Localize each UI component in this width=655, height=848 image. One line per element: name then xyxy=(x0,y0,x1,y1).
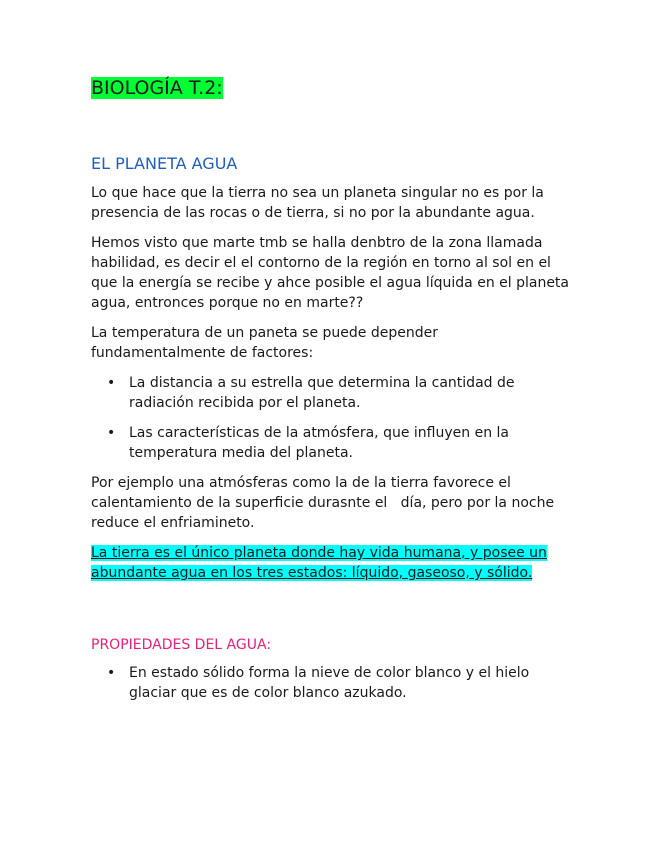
highlighted-paragraph xyxy=(91,543,569,583)
list-item: • La distancia a su estrella que determina la cantidad de radiación recibida por el planeta. xyxy=(129,373,569,413)
document-title-text: BIOLOGÍA T.2: xyxy=(91,77,223,99)
list-item: • Las características de la atmósfera, que influyen en la temperatura media del planeta. xyxy=(129,423,569,463)
document-page xyxy=(91,74,569,713)
list-item: • En estado sólido forma la nieve de color blanco y el hielo glaciar que es de color blanco azukado. xyxy=(129,663,569,703)
properties-list xyxy=(91,663,569,703)
paragraph-3: La temperatura de un paneta se puede depender fundamentalmente de factores: xyxy=(91,325,438,361)
paragraph-1: Lo que hace que la tierra no sea un planeta singular no es por la presencia de las rocas o de tierra, si no por la abundante agua. xyxy=(91,185,544,221)
paragraph-2: Hemos visto que marte tmb se halla denbtro de la zona llamada habilidad, es decir el el contorno de la región en torno al sol en el que la energía se recibe y ahce posible el agua líquida en el planeta agua, entronces porque no en marte?? xyxy=(91,235,570,311)
section-heading-planeta-agua: EL PLANETA AGUA xyxy=(91,154,238,173)
document-title xyxy=(91,74,569,102)
highlighted-text: La tierra es el único planeta donde hay vida humana, y posee un abundante agua en los tres estados: líquido, gaseoso, y sólido. xyxy=(91,545,547,581)
paragraph-4: Por ejemplo una atmósferas como la de la tierra favorece el calentamiento de la superficie durasnte el día, pero por la noche reduce el enfriamineto. xyxy=(91,475,559,531)
section-heading-propiedades: PROPIEDADES DEL AGUA: xyxy=(91,637,272,653)
factors-list xyxy=(91,373,569,463)
